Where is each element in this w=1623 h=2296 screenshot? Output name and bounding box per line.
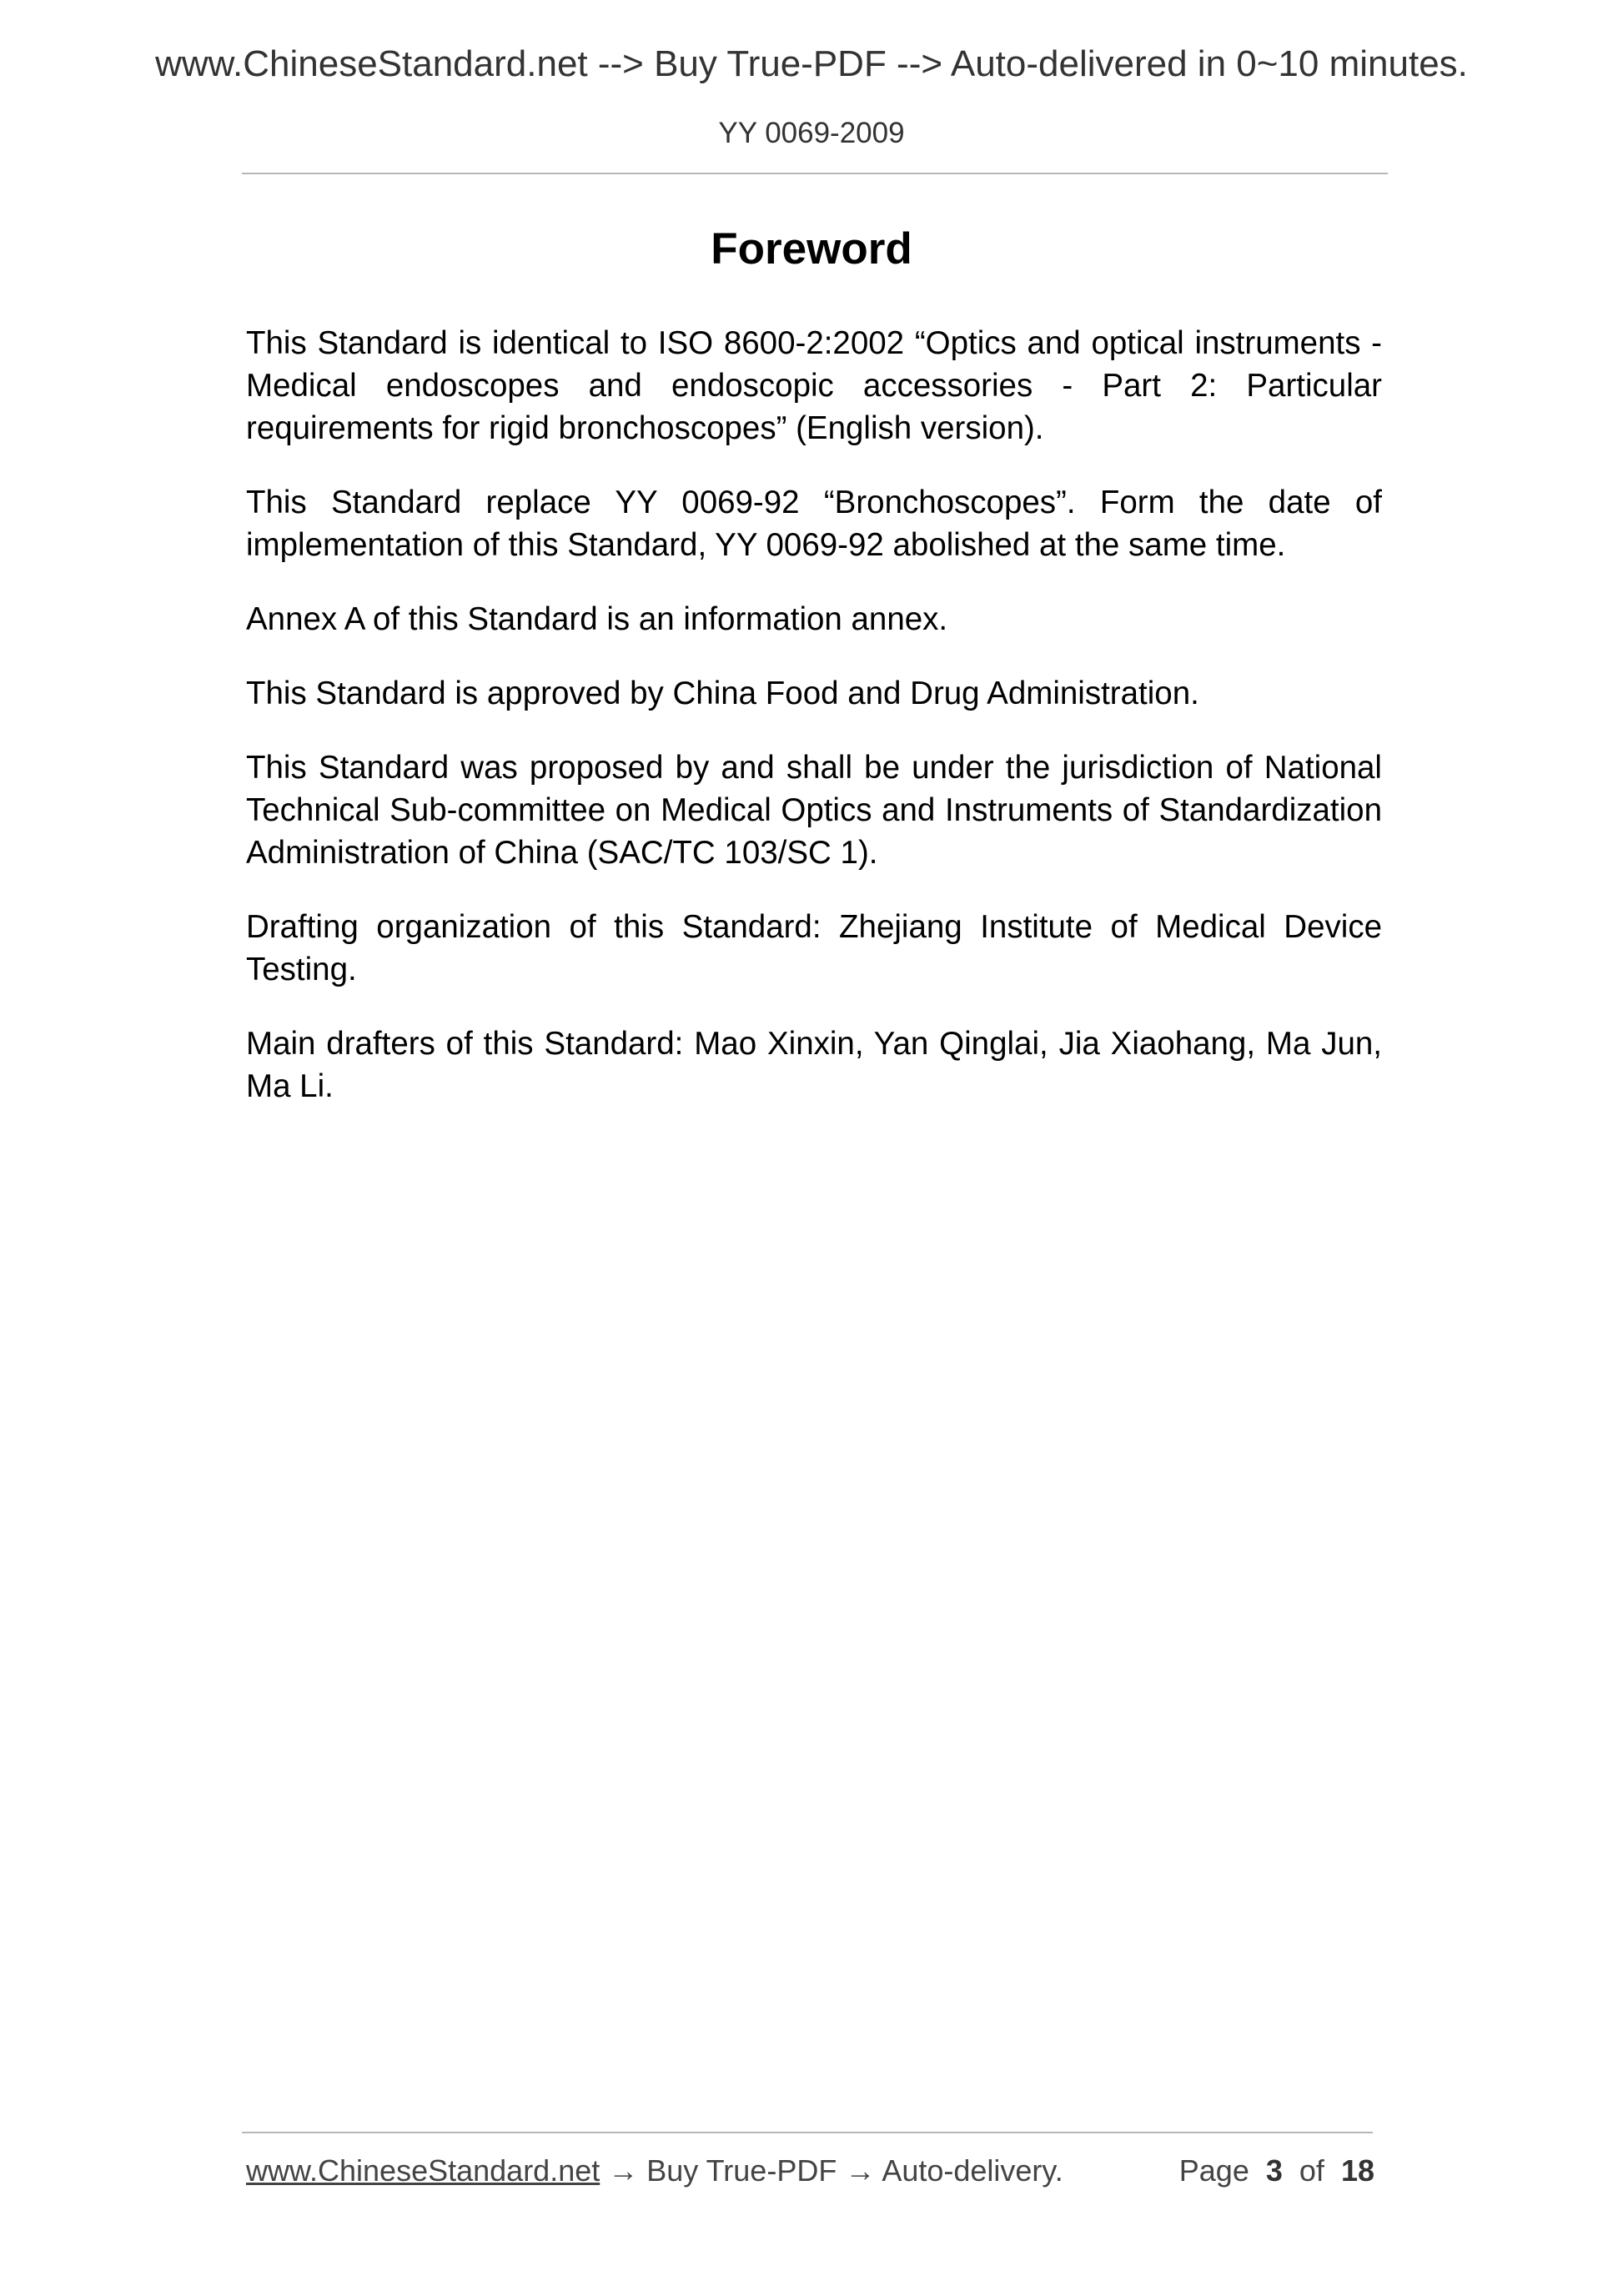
footer-divider xyxy=(242,2132,1373,2133)
footer-website-link[interactable]: www.ChineseStandard.net xyxy=(246,2153,600,2188)
footer-left xyxy=(246,2153,1063,2188)
paragraph-annex: Annex A of this Standard is an information annex. xyxy=(246,601,948,637)
paragraph-approval: This Standard is approved by China Food and Drug Administration. xyxy=(246,676,1199,711)
top-banner: www.ChineseStandard.net --> Buy True-PDF --> Auto-delivered in 0~10 minutes. xyxy=(155,43,1468,84)
document-code: YY 0069-2009 xyxy=(718,117,905,149)
page-indicator xyxy=(1179,2153,1374,2188)
total-pages-number: 18 xyxy=(1340,2153,1374,2188)
current-page-number: 3 xyxy=(1265,2153,1283,2188)
paragraph-jurisdiction: This Standard was proposed by and shall be under the jurisdiction of National Technical Sub-committee on Medical Optics and Instruments of Standardization Administration of China (SAC/TC 103/SC 1). xyxy=(246,750,1382,871)
header-divider xyxy=(242,173,1388,174)
footer-tagline: → Buy True-PDF → Auto-delivery. xyxy=(600,2153,1063,2188)
page-label: Page xyxy=(1178,2153,1249,2188)
paragraph-main-drafters: Main drafters of this Standard: Mao Xinxin, Yan Qinglai, Jia Xiaohang, Ma Jun, Ma Li. xyxy=(246,1026,1382,1104)
of-label: of xyxy=(1299,2153,1324,2188)
page-title: Foreword xyxy=(711,224,912,274)
foreword-body xyxy=(246,322,1382,1139)
paragraph-replacement: This Standard replace YY 0069-92 “Bronchoscopes”. Form the date of implementation of this Standard, YY 0069-92 abolished at the same time. xyxy=(246,485,1382,563)
paragraph-identical-standard: This Standard is identical to ISO 8600-2:2002 “Optics and optical instruments - Medical endoscopes and endoscopic accessories - Part 2: Particular requirements for rigid bronchoscopes” (English version). xyxy=(246,325,1382,446)
paragraph-drafting-organization: Drafting organization of this Standard: Zhejiang Institute of Medical Device Testing. xyxy=(246,909,1382,987)
